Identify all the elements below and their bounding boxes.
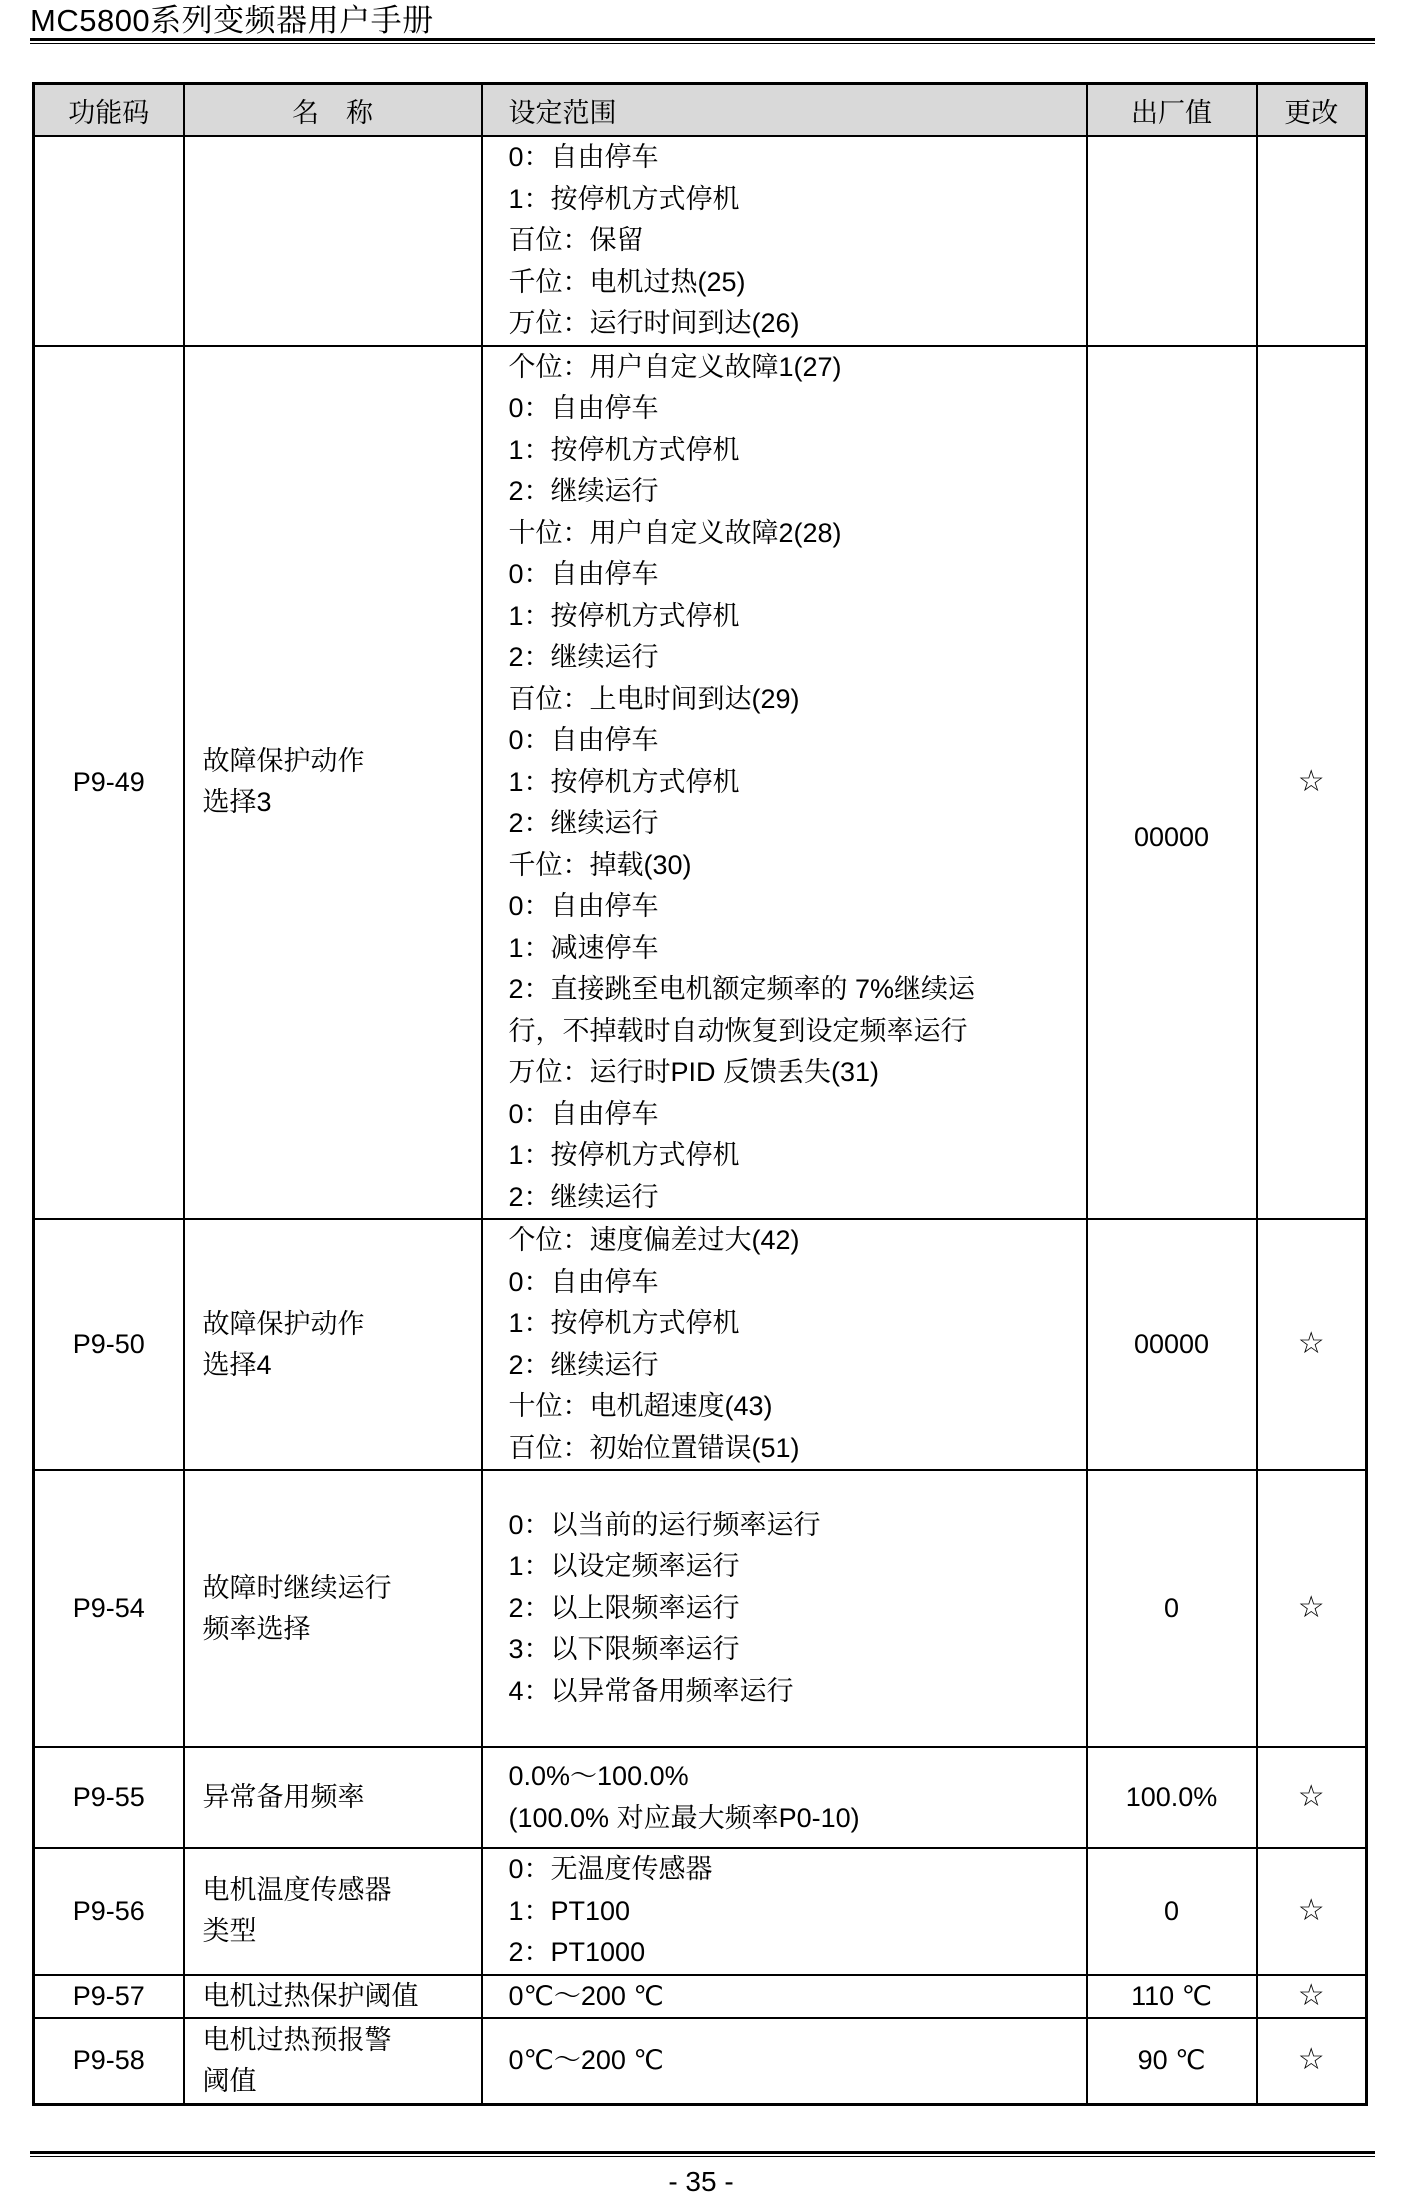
- param-name-cell: [184, 2018, 482, 2104]
- setting-range-cell: [482, 1848, 1087, 1975]
- star-icon: ☆: [1297, 1978, 1325, 2012]
- change-flag-cell: [1257, 1975, 1367, 2019]
- table-body: [34, 136, 1367, 2104]
- setting-range-line: 0：自由停车: [508, 142, 659, 172]
- param-name-line: 选择3: [202, 787, 272, 818]
- setting-range-cell: [482, 1219, 1087, 1470]
- setting-range-cell: [482, 1470, 1087, 1747]
- setting-range-line: 0.0%～100.0%: [508, 1761, 689, 1791]
- setting-range-line: 1：以设定频率运行: [508, 1551, 740, 1582]
- setting-range-line: 1：按停机方式停机: [508, 1140, 740, 1170]
- factory-value-cell: 00000: [1087, 1219, 1257, 1470]
- factory-value-cell: 90 ℃: [1087, 2018, 1257, 2104]
- param-name-line: 类型: [202, 1916, 257, 1947]
- setting-range-line: 1：按停机方式停机: [508, 766, 740, 797]
- setting-range-line: 0：无温度传感器: [508, 1854, 713, 1884]
- setting-range-line: 2：继续运行: [508, 476, 659, 506]
- setting-range-line: 万位：运行时PID 反馈丢失(31): [508, 1057, 880, 1087]
- setting-range-line: 百位：上电时间到达(29): [508, 683, 800, 714]
- setting-range-line: 1：按停机方式停机: [508, 600, 740, 631]
- setting-range-line: 0：自由停车: [508, 559, 659, 589]
- setting-range-line: 个位：用户自定义故障1(27): [508, 351, 842, 382]
- setting-range-cell: [482, 346, 1087, 1220]
- header-setting-range: 设定范围: [482, 84, 1087, 137]
- setting-range-line: 2：直接跳至电机额定频率的 7%继续运: [508, 974, 976, 1004]
- star-icon: ☆: [1297, 1893, 1325, 1927]
- table-row: [34, 1470, 1367, 1747]
- param-name-line: 选择4: [202, 1349, 272, 1380]
- factory-value-cell: 0: [1087, 1848, 1257, 1975]
- param-name-line: 异常备用频率: [202, 1782, 365, 1812]
- star-icon: ☆: [1297, 1591, 1325, 1624]
- setting-range-line: (100.0% 对应最大频率P0-10): [508, 1802, 860, 1833]
- param-name-line: 故障保护动作: [202, 1308, 365, 1339]
- setting-range-line: 3：以下限频率运行: [508, 1634, 740, 1665]
- table-row: [34, 1219, 1367, 1470]
- setting-range-line: 1：PT100: [508, 1895, 631, 1926]
- setting-range-line: 2：继续运行: [508, 642, 659, 672]
- header-rule-thin-line: [30, 43, 1375, 44]
- setting-range-line: 2：PT1000: [508, 1937, 646, 1967]
- setting-range-line: 1：按停机方式停机: [508, 434, 740, 465]
- star-icon: ☆: [1297, 1780, 1325, 1813]
- setting-range-line: 十位：电机超速度(43): [508, 1391, 773, 1421]
- setting-range-cell: [482, 136, 1087, 346]
- star-icon: ☆: [1297, 2043, 1325, 2077]
- table-row: [34, 1975, 1367, 2019]
- factory-value-cell: [1087, 136, 1257, 346]
- param-code-cell: P9-50: [34, 1219, 184, 1470]
- setting-range-line: 0：自由停车: [508, 725, 659, 755]
- table-row: [34, 2018, 1367, 2104]
- table-header: [34, 84, 1367, 137]
- setting-range-line: 0：自由停车: [508, 393, 659, 423]
- param-code-cell: P9-56: [34, 1848, 184, 1975]
- change-flag-cell: [1257, 136, 1367, 346]
- setting-range-line: 千位：掉载(30): [508, 849, 692, 880]
- param-code-cell: P9-54: [34, 1470, 184, 1747]
- page-number: - 35 -: [668, 2165, 734, 2197]
- param-name-cell: [184, 346, 482, 1220]
- header-function-code: 功能码: [34, 84, 184, 137]
- param-name-line: 故障保护动作: [202, 746, 365, 777]
- change-flag-cell: [1257, 1219, 1367, 1470]
- param-code-cell: P9-55: [34, 1747, 184, 1848]
- footer-rule: [30, 2151, 1375, 2157]
- setting-range-line: 2：继续运行: [508, 1181, 659, 1212]
- param-name-line: 电机过热保护阈值: [202, 1980, 419, 2011]
- param-name-cell: [184, 1747, 482, 1848]
- param-name-line: 故障时继续运行: [202, 1572, 392, 1603]
- setting-range-line: 1：按停机方式停机: [508, 1308, 740, 1338]
- param-code-cell: P9-58: [34, 2018, 184, 2104]
- table-header-row: [34, 84, 1367, 137]
- setting-range-cell: [482, 1975, 1087, 2019]
- change-flag-cell: [1257, 1747, 1367, 1848]
- change-flag-cell: [1257, 1470, 1367, 1747]
- setting-range-line: 2：以上限频率运行: [508, 1592, 740, 1623]
- param-name-cell: [184, 136, 482, 346]
- setting-range-line: 千位：电机过热(25): [508, 266, 746, 297]
- setting-range-line: 0℃～200 ℃: [508, 1980, 664, 2011]
- factory-value-cell: 100.0%: [1087, 1747, 1257, 1848]
- param-code-cell: P9-49: [34, 346, 184, 1220]
- parameter-table: [32, 82, 1368, 2106]
- setting-range-line: 十位：用户自定义故障2(28): [508, 517, 842, 548]
- setting-range-line: 百位：保留: [508, 225, 644, 255]
- setting-range-line: 2：继续运行: [508, 808, 659, 838]
- setting-range-line: 4：以异常备用频率运行: [508, 1675, 794, 1706]
- factory-value-cell: 110 ℃: [1087, 1975, 1257, 2019]
- setting-range-line: 0：以当前的运行频率运行: [508, 1509, 821, 1540]
- param-code-cell: P9-57: [34, 1975, 184, 2019]
- table-row: [34, 346, 1367, 1220]
- star-icon: ☆: [1297, 764, 1325, 798]
- header-rule: [30, 38, 1375, 44]
- factory-value-cell: 0: [1087, 1470, 1257, 1747]
- setting-range-cell: [482, 2018, 1087, 2104]
- param-name-line: 电机温度传感器: [202, 1875, 392, 1906]
- setting-range-line: 万位：运行时间到达(26): [508, 308, 800, 338]
- param-name-cell: [184, 1848, 482, 1975]
- param-name-line: 阈值: [202, 2065, 257, 2096]
- param-code-cell: [34, 136, 184, 346]
- param-name-line: 电机过热预报警: [202, 2024, 392, 2055]
- table-row: [34, 136, 1367, 346]
- page-title: MC5800系列变频器用户手册: [30, 3, 434, 38]
- param-name-cell: [184, 1975, 482, 2019]
- setting-range-line: 0℃～200 ℃: [508, 2045, 664, 2075]
- footer-rule-thin-line: [30, 2156, 1375, 2157]
- setting-range-cell: [482, 1747, 1087, 1848]
- table-row: [34, 1848, 1367, 1975]
- change-flag-cell: [1257, 346, 1367, 1220]
- table-row: [34, 1747, 1367, 1848]
- header-factory-value: 出厂值: [1087, 84, 1257, 137]
- setting-range-line: 百位：初始位置错误(51): [508, 1432, 800, 1463]
- param-name-cell: [184, 1470, 482, 1747]
- factory-value-cell: 00000: [1087, 346, 1257, 1220]
- param-name-cell: [184, 1219, 482, 1470]
- setting-range-line: 0：自由停车: [508, 1266, 659, 1297]
- header-change: 更改: [1257, 84, 1367, 137]
- setting-range-line: 2：继续运行: [508, 1349, 659, 1380]
- setting-range-line: 1：减速停车: [508, 932, 659, 963]
- param-name-line: 频率选择: [202, 1613, 311, 1644]
- setting-range-line: 行，不掉载时自动恢复到设定频率运行: [508, 1015, 968, 1046]
- setting-range-line: 1：按停机方式停机: [508, 183, 740, 214]
- setting-range-line: 0：自由停车: [508, 1098, 659, 1129]
- star-icon: ☆: [1297, 1327, 1325, 1360]
- change-flag-cell: [1257, 2018, 1367, 2104]
- setting-range-line: 0：自由停车: [508, 891, 659, 921]
- change-flag-cell: [1257, 1848, 1367, 1975]
- setting-range-line: 个位：速度偏差过大(42): [508, 1225, 800, 1255]
- header-name: 名 称: [184, 84, 482, 137]
